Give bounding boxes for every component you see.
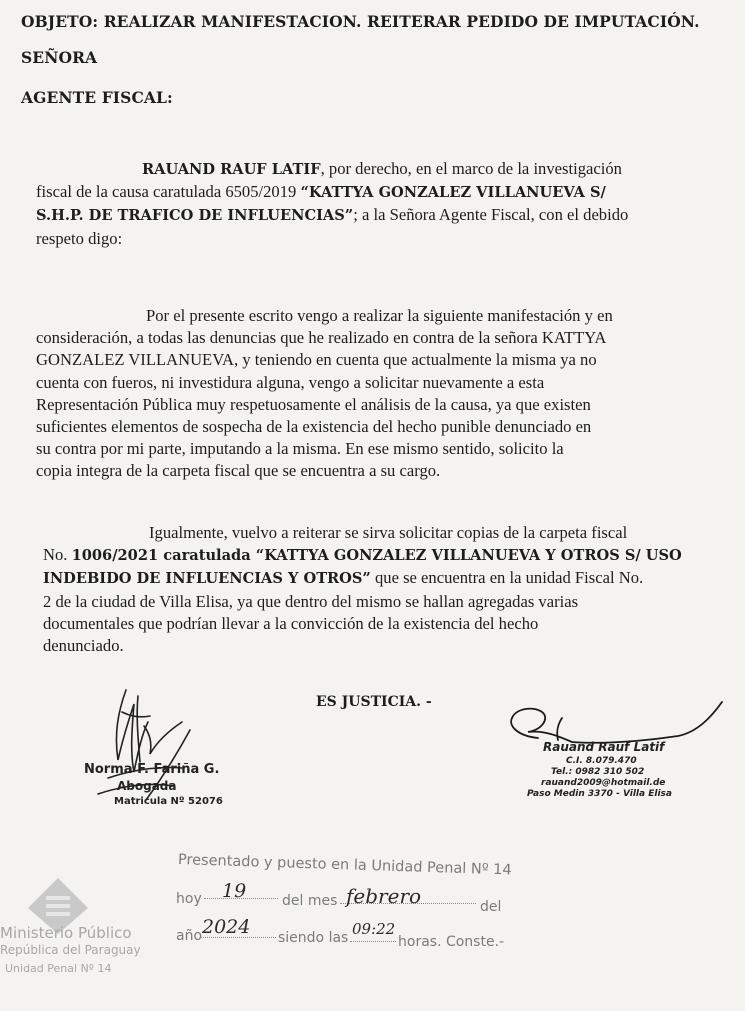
client-name: Rauand Rauf Latif [543, 740, 665, 754]
reiteration-paragraph: Igualmente, vuelvo a reiterar se sirva solicitar copias de la carpeta fiscal No. 1006/2021 caratulada “KATTYA GONZALEZ VILLANUEVA Y OTROS S/ USO INDEBIDO DE INFLUENCIAS Y OTROS” que se encuentra en la unidad Fiscal No. 2 de la ciudad de Villa Elisa, ya que dentro del mismo se hallan agregadas varias documentales que podrían llevar a la convicción de la existencia del hecho denunciado. [43, 523, 682, 656]
intro-paragraph: RAUAND RAUF LATIF, por derecho, en el marco de la investigación fiscal de la causa caratulada 6505/2019 “KATTYA GONZALEZ VILLANUEVA S/ S.H.P. DE TRAFICO DE INFLUENCIAS”; a la Señora Agente Fiscal, con el debido respeto digo: [36, 159, 629, 248]
stamp-del-mes-label: del mes [282, 893, 338, 909]
case-caption-1: “KATTYA GONZALEZ VILLANUEVA S/ [300, 184, 606, 202]
stamp-del-label: del [480, 899, 502, 915]
ministerio-line1: Ministerio Público [0, 924, 132, 942]
case-caption-3: 1006/2021 caratulada “KATTYA GONZALEZ VILLANUEVA Y OTROS S/ USO [71, 547, 682, 565]
manifestation-paragraph: Por el presente escrito vengo a realizar la siguiente manifestación y en consideración, a todas las denuncias que he realizado en contra de la señora KATTYA GONZALEZ VILLANUEVA, y teniendo en cuenta que actualmente la misma ya no cuenta con fueros, ni investidura alguna, vengo a solicitar nuevamente a esta Representación Pública muy respetuosamente el análisis de la causa, ya que existen suficientes elementos de sospecha de la existencia del hecho punible denunciado en su contra por mi parte, imputando a la misma. En ese mismo sentido, solicito la copia integra de la carpeta fiscal que se encuentra a su cargo. [36, 306, 613, 481]
lawyer-matricula: Matricula Nº 52076 [114, 796, 223, 807]
salutation-agente-fiscal: AGENTE FISCAL: [21, 88, 173, 107]
stamp-horas-label: horas. Conste.- [398, 934, 505, 950]
lawyer-name: Norma F. Fariña G. [84, 762, 220, 777]
stamp-presentado: Presentado y puesto en la Unidad Penal Nº 14 [177, 852, 512, 879]
lawyer-title: Abogada [117, 779, 177, 793]
stamp-ano-label: año [176, 928, 203, 944]
closing-es-justicia: ES JUSTICIA. - [316, 694, 432, 710]
salutation-senora: SEÑORA [21, 48, 98, 67]
stamp-time-handwritten: 09:22 [352, 920, 396, 938]
ministerio-line2: República del Paraguay [0, 943, 141, 957]
stamp-time-line [350, 940, 396, 942]
stamp-year-handwritten: 2024 [202, 916, 251, 938]
client-address: Paso Medin 3370 - Villa Elisa [527, 789, 672, 799]
client-ci: C.I. 8.079.470 [566, 756, 637, 766]
stamp-siendo-label: siendo las [278, 930, 349, 946]
stamp-day-handwritten: 19 [222, 880, 247, 902]
ministerio-line3: Unidad Penal Nº 14 [5, 962, 112, 975]
case-caption-2: S.H.P. DE TRAFICO DE INFLUENCIAS” [36, 207, 354, 225]
stamp-hoy-label: hoy [176, 891, 202, 907]
client-phone: Tel.: 0982 310 502 [551, 767, 645, 777]
objeto-heading: OBJETO: REALIZAR MANIFESTACION. REITERAR PEDIDO DE IMPUTACIÓN. [21, 12, 700, 31]
stamp-month-handwritten: febrero [346, 884, 422, 908]
petitioner-name: RAUAND RAUF LATIF [142, 161, 321, 178]
client-email: rauand2009@hotmail.de [541, 778, 666, 788]
case-caption-4: INDEBIDO DE INFLUENCIAS Y OTROS” [43, 570, 371, 588]
